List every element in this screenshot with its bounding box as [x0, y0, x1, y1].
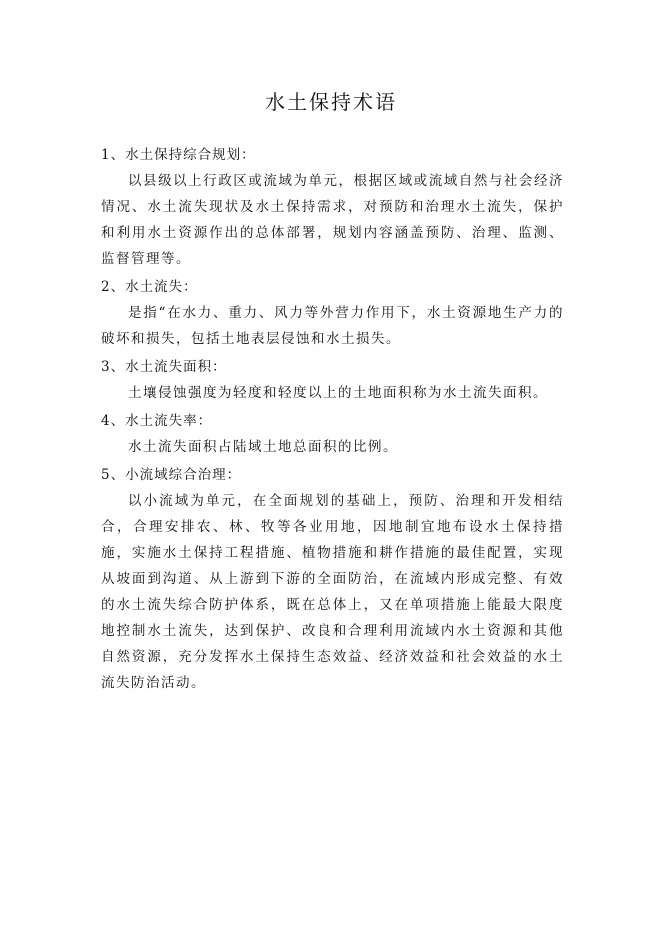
term-section	[101, 142, 564, 272]
term-definition: 以县级以上行政区或流域为单元，根据区域或流域自然与社会经济情况、水土流失现状及水土保持需求，对预防和治理水土流失，保护和利用水土资源作出的总体部署，规划内容涵盖预防、治理、监测、监督管理等。	[101, 173, 564, 267]
term-section	[101, 462, 564, 696]
term-definition: 水土流失面积占陆域土地总面积的比例。	[128, 439, 398, 455]
document-content	[101, 142, 564, 698]
term-heading: 4、水土流失率：	[101, 413, 213, 429]
term-heading: 2、水土流失：	[101, 279, 198, 295]
term-heading: 1、水土保持综合规划：	[101, 147, 256, 163]
term-section	[101, 408, 564, 460]
term-definition: 以小流域为单元，在全面规划的基础上，预防、治理和开发相结合，合理安排农、林、牧等各业用地，因地制宜地布设水土保持措施，实施水土保持工程措施、植物措施和耕作措施的最佳配置，实现从坡面到沟道、从上游到下游的全面防治，在流域内形成完整、有效的水土流失综合防护体系，既在总体上，又在单项措施上能最大限度地控制水土流失，达到保护、改良和合理利用流域内水土资源和其他自然资源，充分发挥水土保持生态效益、经济效益和社会效益的水土流失防治活动。	[101, 493, 564, 691]
term-heading: 5、小流域综合治理：	[101, 467, 242, 483]
term-section	[101, 354, 564, 406]
term-definition: 土壤侵蚀强度为轻度和轻度以上的土地面积称为水土流失面积。	[128, 385, 548, 401]
document-title: 水土保持术语	[265, 90, 397, 114]
term-heading: 3、水土流失面积：	[101, 359, 227, 375]
term-section	[101, 274, 564, 352]
term-definition: 是指“在水力、重力、风力等外营力作用下，水土资源地生产力的破坏和损失，包括土地表层侵蚀和水土损失。	[101, 305, 564, 347]
